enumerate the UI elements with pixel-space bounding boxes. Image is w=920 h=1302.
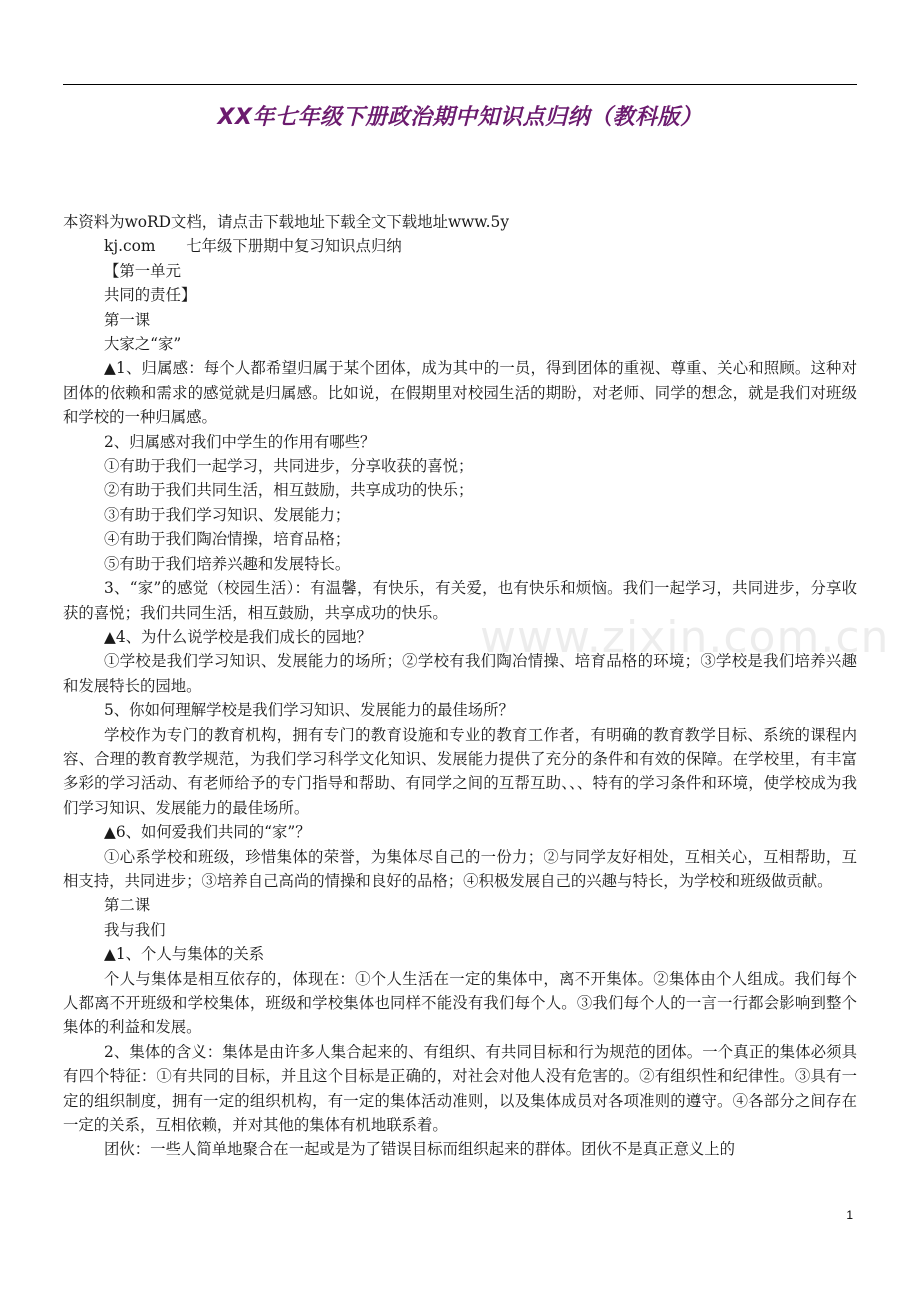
- watermark: www.zixin.com.cn: [480, 612, 890, 663]
- page-number: 1: [846, 1208, 853, 1222]
- paragraph: 个人与集体是相互依存的，体现在：①个人生活在一定的集体中，离不开集体。②集体由个人组成。我们每个人都离不开班级和学校集体，班级和学校集体也同样不能没有我们每个人。③我们每个人的一言一行都会影响到整个集体的利益和发展。: [63, 969, 857, 1037]
- document-title: XX年七年级下册政治期中知识点归纳（教科版）: [217, 105, 703, 130]
- list-item: ④有助于我们陶冶情操，培育品格；: [104, 530, 351, 549]
- answer: 学校作为专门的教育机构，拥有专门的教育设施和专业的教育工作者，有明确的教育教学目标、系统的课程内容、合理的教育教学规范，为我们学习科学文化知识、发展能力提供了充分的条件和有效的保障。在学校里，有丰富多彩的学习活动、有老师给予的专门指导和帮助、有同学之间的互帮互助、、、特有的学习条件和环境，使学校成为我们学习知识、发展能力的最佳场所。: [63, 725, 857, 817]
- list-item: ⑤有助于我们培养兴趣和发展特长。: [104, 554, 351, 573]
- answer: ①学校是我们学习知识、发展能力的场所；②学校有我们陶冶情操、培育品格的环境；③学校是我们培养兴趣和发展特长的园地。: [63, 652, 857, 695]
- question: 2、归属感对我们中学生的作用有哪些？: [104, 432, 376, 451]
- header-rule: [63, 84, 857, 85]
- document-body: [63, 210, 857, 1162]
- paragraph: 团伙：一些人简单地聚合在一起或是为了错误目标而组织起来的群体。团伙不是真正意义上的: [104, 1140, 736, 1159]
- question: ▲6、如何爱我们共同的“家”？: [104, 823, 311, 842]
- paragraph: 2、集体的含义：集体是由许多人集合起来的、有组织、有共同目标和行为规范的团体。一个真正的集体必须具有四个特征：①有共同的目标，并且这个目标是正确的，对社会对他人没有危害的。②有组织性和纪律性。③具有一定的组织制度，拥有一定的组织机构，有一定的集体活动准则，以及集体成员对各项准则的遵守。④各部分之间存在一定的关系，互相依赖，并对其他的集体有机地联系着。: [63, 1042, 857, 1135]
- lesson-label: 第二课: [104, 896, 151, 915]
- list-item: ③有助于我们学习知识、发展能力；: [104, 505, 351, 524]
- intro-line: kj.com 七年级下册期中复习知识点归纳: [104, 237, 402, 256]
- paragraph: ▲1、归属感：每个人都希望归属于某个团体，成为其中的一员，得到团体的重视、尊重、关心和照顾。这种对团体的依赖和需求的感觉就是归属感。比如说，在假期里对校园生活的期盼，对老师、同学的想念，就是我们对班级和学校的一种归属感。: [63, 359, 857, 427]
- intro-line: 本资料为woRD文档，请点击下载地址下载全文下载地址www.5y: [63, 213, 510, 231]
- list-item: ①有助于我们一起学习，共同进步，分享收获的喜悦；: [104, 457, 474, 476]
- answer: ①心系学校和班级，珍惜集体的荣誉，为集体尽自己的一份力；②与同学友好相处，互相关心，互相帮助，互相支持，共同进步；③培养自己高尚的情操和良好的品格；④积极发展自己的兴趣与特长，为学校和班级做贡献。: [63, 847, 857, 890]
- question: 5、你如何理解学校是我们学习知识、发展能力的最佳场所？: [104, 701, 514, 720]
- list-item: ②有助于我们共同生活，相互鼓励，共享成功的快乐；: [104, 481, 474, 500]
- question: ▲1、个人与集体的关系: [104, 945, 265, 964]
- unit-heading: 共同的责任】: [104, 286, 197, 305]
- unit-heading: 【第一单元: [104, 261, 181, 280]
- lesson-label: 第一课: [104, 310, 151, 329]
- paragraph: 3、“家”的感觉（校园生活）：有温馨，有快乐，有关爱，也有快乐和烦恼。我们一起学习，共同进步，分享收获的喜悦；我们共同生活，相互鼓励，共享成功的快乐。: [63, 579, 857, 622]
- lesson-title: 我与我们: [104, 920, 166, 939]
- question: ▲4、为什么说学校是我们成长的园地？: [104, 627, 372, 646]
- lesson-title: 大家之“家”: [104, 335, 182, 354]
